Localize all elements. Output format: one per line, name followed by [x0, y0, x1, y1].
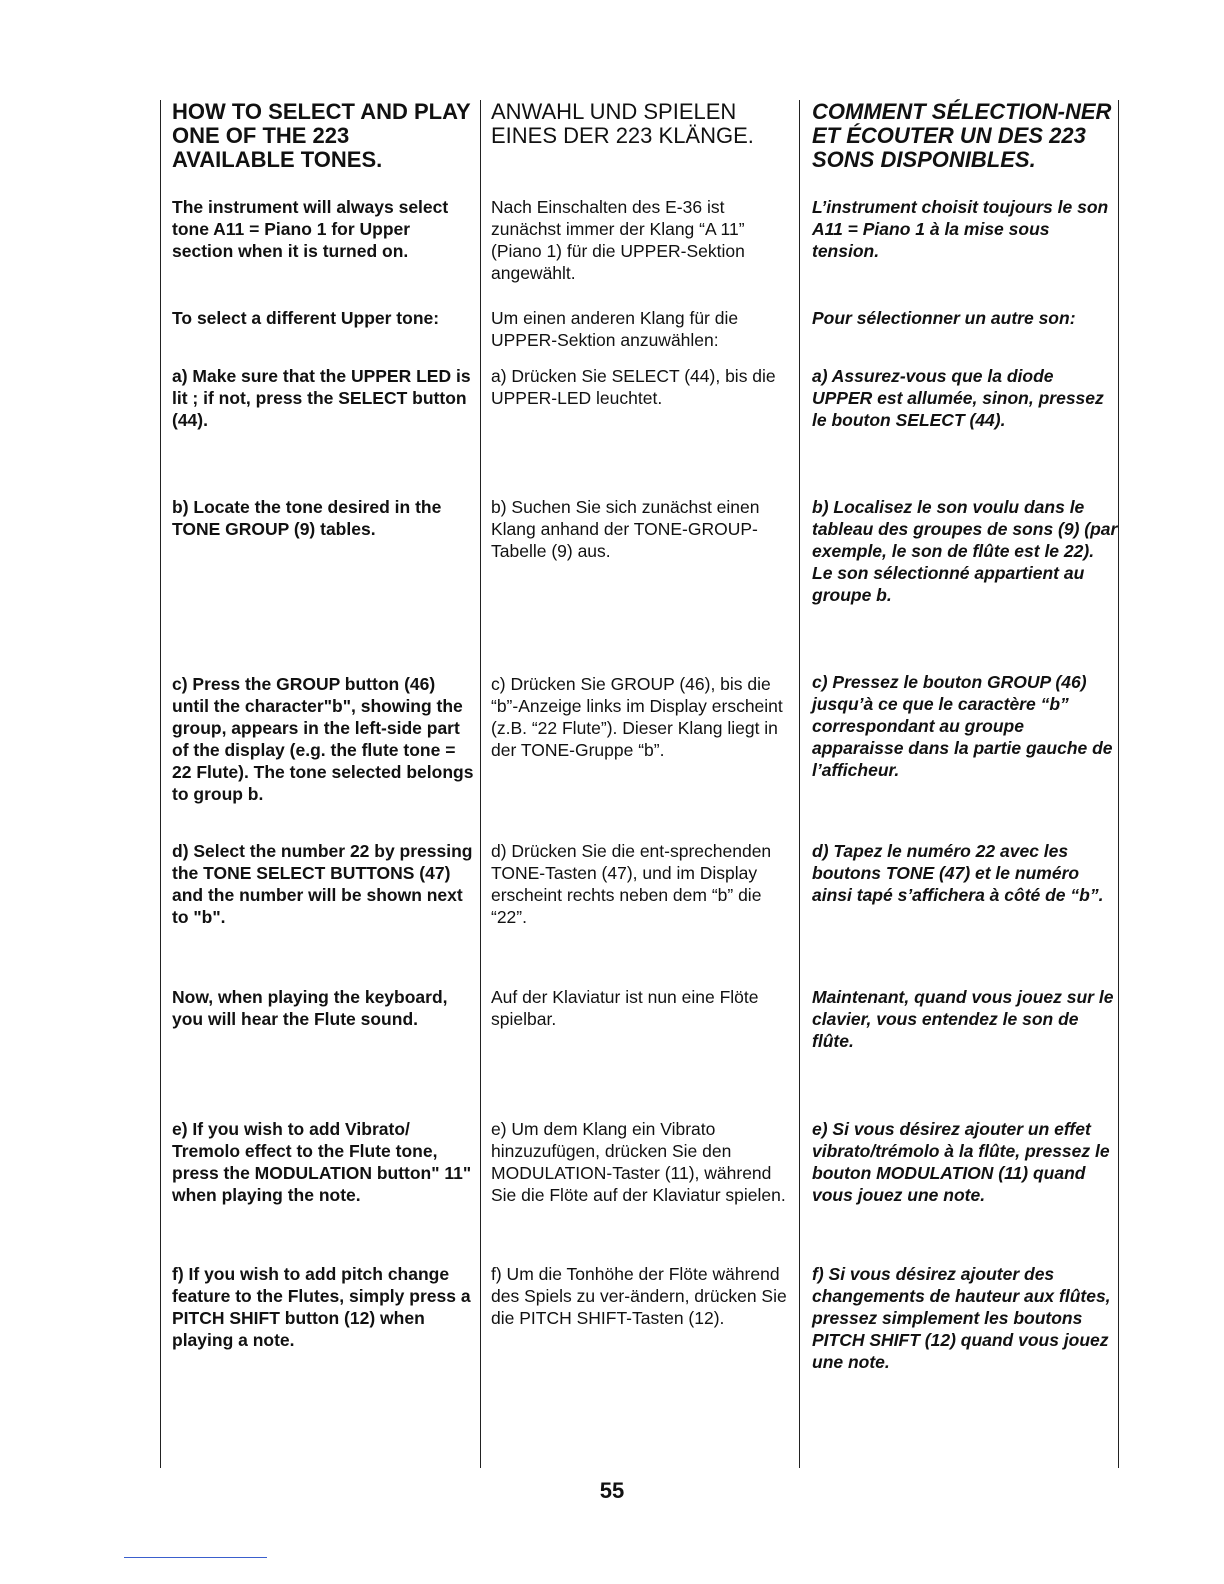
english-step-b: b) Locate the tone desired in the TONE GROUP (9) tables.: [172, 497, 442, 539]
french-title: COMMENT SÉLECTION-NER ET ÉCOUTER UN DES 223 SONS DISPONIBLES.: [812, 99, 1112, 172]
english-title: HOW TO SELECT AND PLAY ONE OF THE 223 AVAILABLE TONES.: [172, 99, 471, 172]
german-step-d: d) Drücken Sie die ent-sprechenden TONE-Tasten (47), und im Display erscheint rechts neben dem “b” die “22”.: [491, 841, 772, 927]
german-paragraph-intro: Nach Einschalten des E-36 ist zunächst immer der Klang “A 11” (Piano 1) für die UPPER-Sektion angewählt.: [491, 197, 745, 283]
english-step-c: c) Press the GROUP button (46) until the character"b", showing the group, appears in the left-side part of the display (e.g. the flute tone = 22 Flute). The tone selected belongs to group b.: [172, 674, 474, 804]
german-step-c: c) Drücken Sie GROUP (46), bis die “b”-Anzeige links im Display erscheint (z.B. “22 Flute”). Dieser Klang liegt in der TONE-Gruppe “b”.: [491, 674, 783, 760]
english-paragraph-now: Now, when playing the keyboard, you will hear the Flute sound.: [172, 987, 448, 1029]
page-number: 55: [599, 1478, 625, 1503]
german-paragraph-now: Auf der Klaviatur ist nun eine Flöte spielbar.: [491, 987, 759, 1029]
french-step-c: c) Pressez le bouton GROUP (46) jusqu’à ce que le caractère “b” correspondant au groupe apparaisse dans la partie gauche de l’afficheur.: [812, 672, 1113, 780]
german-step-a: a) Drücken Sie SELECT (44), bis die UPPER-LED leuchtet.: [491, 366, 776, 408]
french-paragraph-select: Pour sélectionner un autre son:: [812, 308, 1076, 328]
column-rule-1: [480, 100, 481, 1468]
english-paragraph-intro: The instrument will always select tone A11 = Piano 1 for Upper section when it is turned on.: [172, 197, 449, 261]
french-paragraph-intro: L’instrument choisit toujours le son A11 = Piano 1 à la mise sous tension.: [812, 197, 1109, 261]
footer-rule: [124, 1557, 267, 1558]
french-step-d: d) Tapez le numéro 22 avec les boutons TONE (47) et le numéro ainsi tapé s’affichera à côté de “b”.: [812, 841, 1104, 905]
german-step-b: b) Suchen Sie sich zunächst einen Klang anhand der TONE-GROUP-Tabelle (9) aus.: [491, 497, 760, 561]
english-paragraph-select: To select a different Upper tone:: [172, 308, 440, 328]
german-step-e: e) Um dem Klang ein Vibrato hinzuzufügen, drücken Sie den MODULATION-Taster (11), während Sie die Flöte auf der Klaviatur spielen.: [491, 1119, 786, 1205]
english-step-e: e) If you wish to add Vibrato/ Tremolo effect to the Flute tone, press the MODULATION button" 11" when playing the note.: [172, 1119, 472, 1205]
column-rule-2: [799, 100, 800, 1468]
french-step-e: e) Si vous désirez ajouter un effet vibrato/trémolo à la flûte, pressez le bouton MODULATION (11) quand vous jouez une note.: [812, 1119, 1110, 1205]
column-rule-left: [160, 100, 161, 1468]
french-step-a: a) Assurez-vous que la diode UPPER est allumée, sinon, pressez le bouton SELECT (44).: [812, 366, 1104, 430]
column-rule-right: [1118, 100, 1119, 1468]
english-step-d: d) Select the number 22 by pressing the TONE SELECT BUTTONS (47) and the number will be shown next to "b".: [172, 841, 473, 927]
french-step-f: f) Si vous désirez ajouter des changements de hauteur aux flûtes, pressez simplement les boutons PITCH SHIFT (12) quand vous jouez une note.: [812, 1264, 1111, 1372]
french-paragraph-now: Maintenant, quand vous jouez sur le clavier, vous entendez le son de flûte.: [812, 987, 1114, 1051]
french-step-b: b) Localisez le son voulu dans le tableau des groupes de sons (9) (par exemple, le son de flûte est le 22). Le son sélectionné appartient au groupe b.: [812, 497, 1118, 605]
german-step-f: f) Um die Tonhöhe der Flöte während des Spiels zu ver-ändern, drücken Sie die PITCH SHIFT-Tasten (12).: [491, 1264, 787, 1328]
english-step-f: f) If you wish to add pitch change feature to the Flutes, simply press a PITCH SHIFT button (12) when playing a note.: [172, 1264, 471, 1350]
german-title: ANWAHL UND SPIELEN EINES DER 223 KLÄNGE.: [491, 99, 754, 148]
german-paragraph-select: Um einen anderen Klang für die UPPER-Sektion anzuwählen:: [491, 308, 739, 350]
english-step-a: a) Make sure that the UPPER LED is lit ; if not, press the SELECT button (44).: [172, 366, 471, 430]
